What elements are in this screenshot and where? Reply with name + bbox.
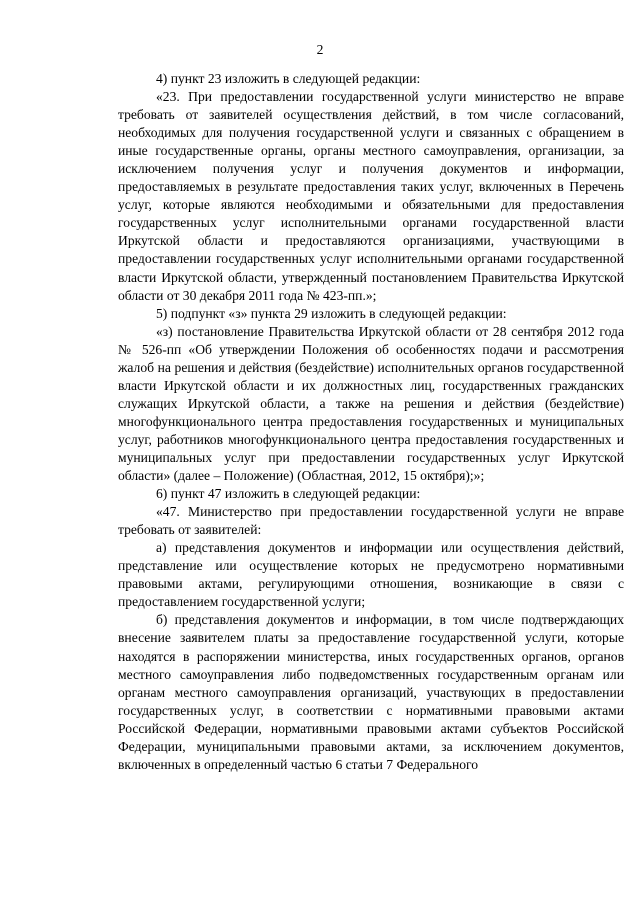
paragraph-subclause-b: б) представления документов и информации, в том числе подтверждающих внесение заявителем платы за предоставление государственной услуги, которые находятся в распоряжении министерства, иных государственных органов, органов местного самоуправления либо подведомственных государственным органам или органам местного самоуправления организаций, участвующих в предоставлении государственных услуг, в соответствии с нормативными правовыми актами Российской Федерации, нормативными правовыми актами субъектов Российской Федерации, муниципальными правовыми актами, за исключением документов, включенных в определенный частью 6 статьи 7 Федерального: [118, 612, 624, 772]
document-body: [118, 70, 624, 774]
paragraph-item-4-heading: 4) пункт 23 изложить в следующей редакции:: [156, 71, 421, 86]
paragraph-subclause-a: а) представления документов и информации или осуществления действий, представление или осуществление которых не предусмотрено нормативными правовыми актами, регулирующими отношения, возникающие в связи с предоставлением государственной услуги;: [118, 540, 624, 610]
paragraph-subclause-z: «з) постановление Правительства Иркутской области от 28 сентября 2012 года № 526-пп «Об утверждении Положения об особенностях подачи и рассмотрения жалоб на решения и действия (бездействие) исполнительных органов государственной власти Иркутской области и их должностных лиц, государственных гражданских служащих Иркутской области, а также на решения и действия (бездействие) многофункционального центра предоставления государственных и муниципальных услуг, работников многофункционального центра предоставления государственных и муниципальных услуг при предоставлении государственных услуг Иркутской области» (далее – Положение) (Областная, 2012, 15 октября);»;: [118, 323, 624, 484]
paragraph-item-6-heading: 6) пункт 47 изложить в следующей редакции:: [156, 486, 421, 502]
paragraph-clause-47: «47. Министерство при предоставлении государственной услуги не вправе требовать от заявителей:: [118, 504, 624, 538]
paragraph-item-5-heading: 5) подпункт «з» пункта 29 изложить в следующей редакции:: [156, 305, 507, 321]
paragraph-clause-23: «23. При предоставлении государственной услуги министерство не вправе требовать от заявителей осуществления действий, в том числе согласований, необходимых для получения государственной услуги и связанных с обращением в иные государственные органы, органы местного самоуправления, организации, за исключением получения услуг и получения документов и информации, предоставляемых в результате предоставления таких услуг, включенных в Перечень услуг, которые являются необходимыми и обязательными для предоставления государственных услуг исполнительными органами государственной власти Иркутской области и предоставляются организациями, участвующими в предоставлении государственных услуг исполнительными органами государственной власти Иркутской области, утвержденный постановлением Правительства Иркутской области от 30 декабря 2011 года № 423-пп.»;: [118, 89, 624, 303]
page-number: 2: [316, 42, 324, 57]
